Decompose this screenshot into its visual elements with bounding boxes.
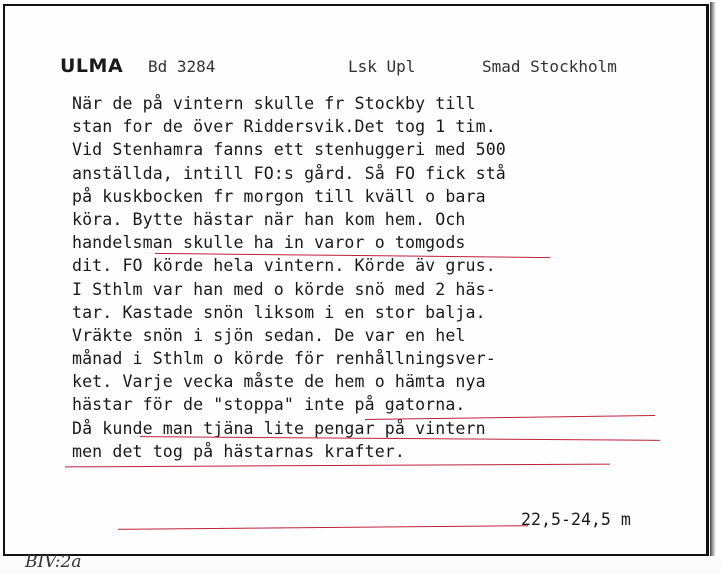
body-line: köra. Bytte hästar när han kom hem. Och	[72, 209, 466, 229]
body-line: anställda, intill FO:s gård. Så FO fick stå	[72, 163, 506, 183]
body-line: ket. Varje vecka måste de hem o hämta nya	[72, 372, 486, 392]
card-header	[60, 53, 700, 83]
body-line: Vid Stenhamra fanns ett stenhuggeri med 500	[72, 140, 506, 160]
body-line: När de på vintern skulle fr Stockby till	[72, 94, 476, 113]
body-line: månad i Sthlm o körde för renhållningsver-	[72, 349, 496, 369]
body-line: tar. Kastade snön liksom i en stor balja.	[72, 302, 486, 322]
card-bottom-margin	[0, 556, 721, 574]
reference-number: Bd 3284	[148, 57, 216, 76]
body-line: handelsman skulle ha in varor o tomgods	[72, 233, 466, 253]
archive-name: ULMA	[60, 55, 124, 77]
body-line: stan for de över Riddersvik.Det tog 1 tim.	[72, 117, 496, 137]
body-line: på kuskbocken fr morgon till kväll o bara	[72, 186, 486, 206]
body-line: Vräkte snön i sjön sedan. De var en hel	[72, 325, 466, 345]
body-line: Då kunde man tjäna lite pengar på vintern	[72, 418, 486, 438]
body-line: men det tog på hästarnas krafter.	[72, 441, 405, 461]
body-line: I Sthlm var han med o körde snö med 2 häs-	[72, 279, 496, 299]
card-body	[72, 92, 692, 463]
card-edge-shadow	[710, 2, 716, 562]
province-label: Lsk Upl	[348, 57, 416, 76]
parish-label: Smad Stockholm	[482, 57, 617, 76]
shelf-mark: BIV:2a	[25, 552, 82, 572]
measurement-note: 22,5-24,5 m	[521, 510, 631, 529]
body-line: hästar för de "stoppa" inte på gatorna.	[72, 395, 466, 415]
body-line: dit. FO körde hela vintern. Körde äv grus.	[72, 256, 496, 276]
